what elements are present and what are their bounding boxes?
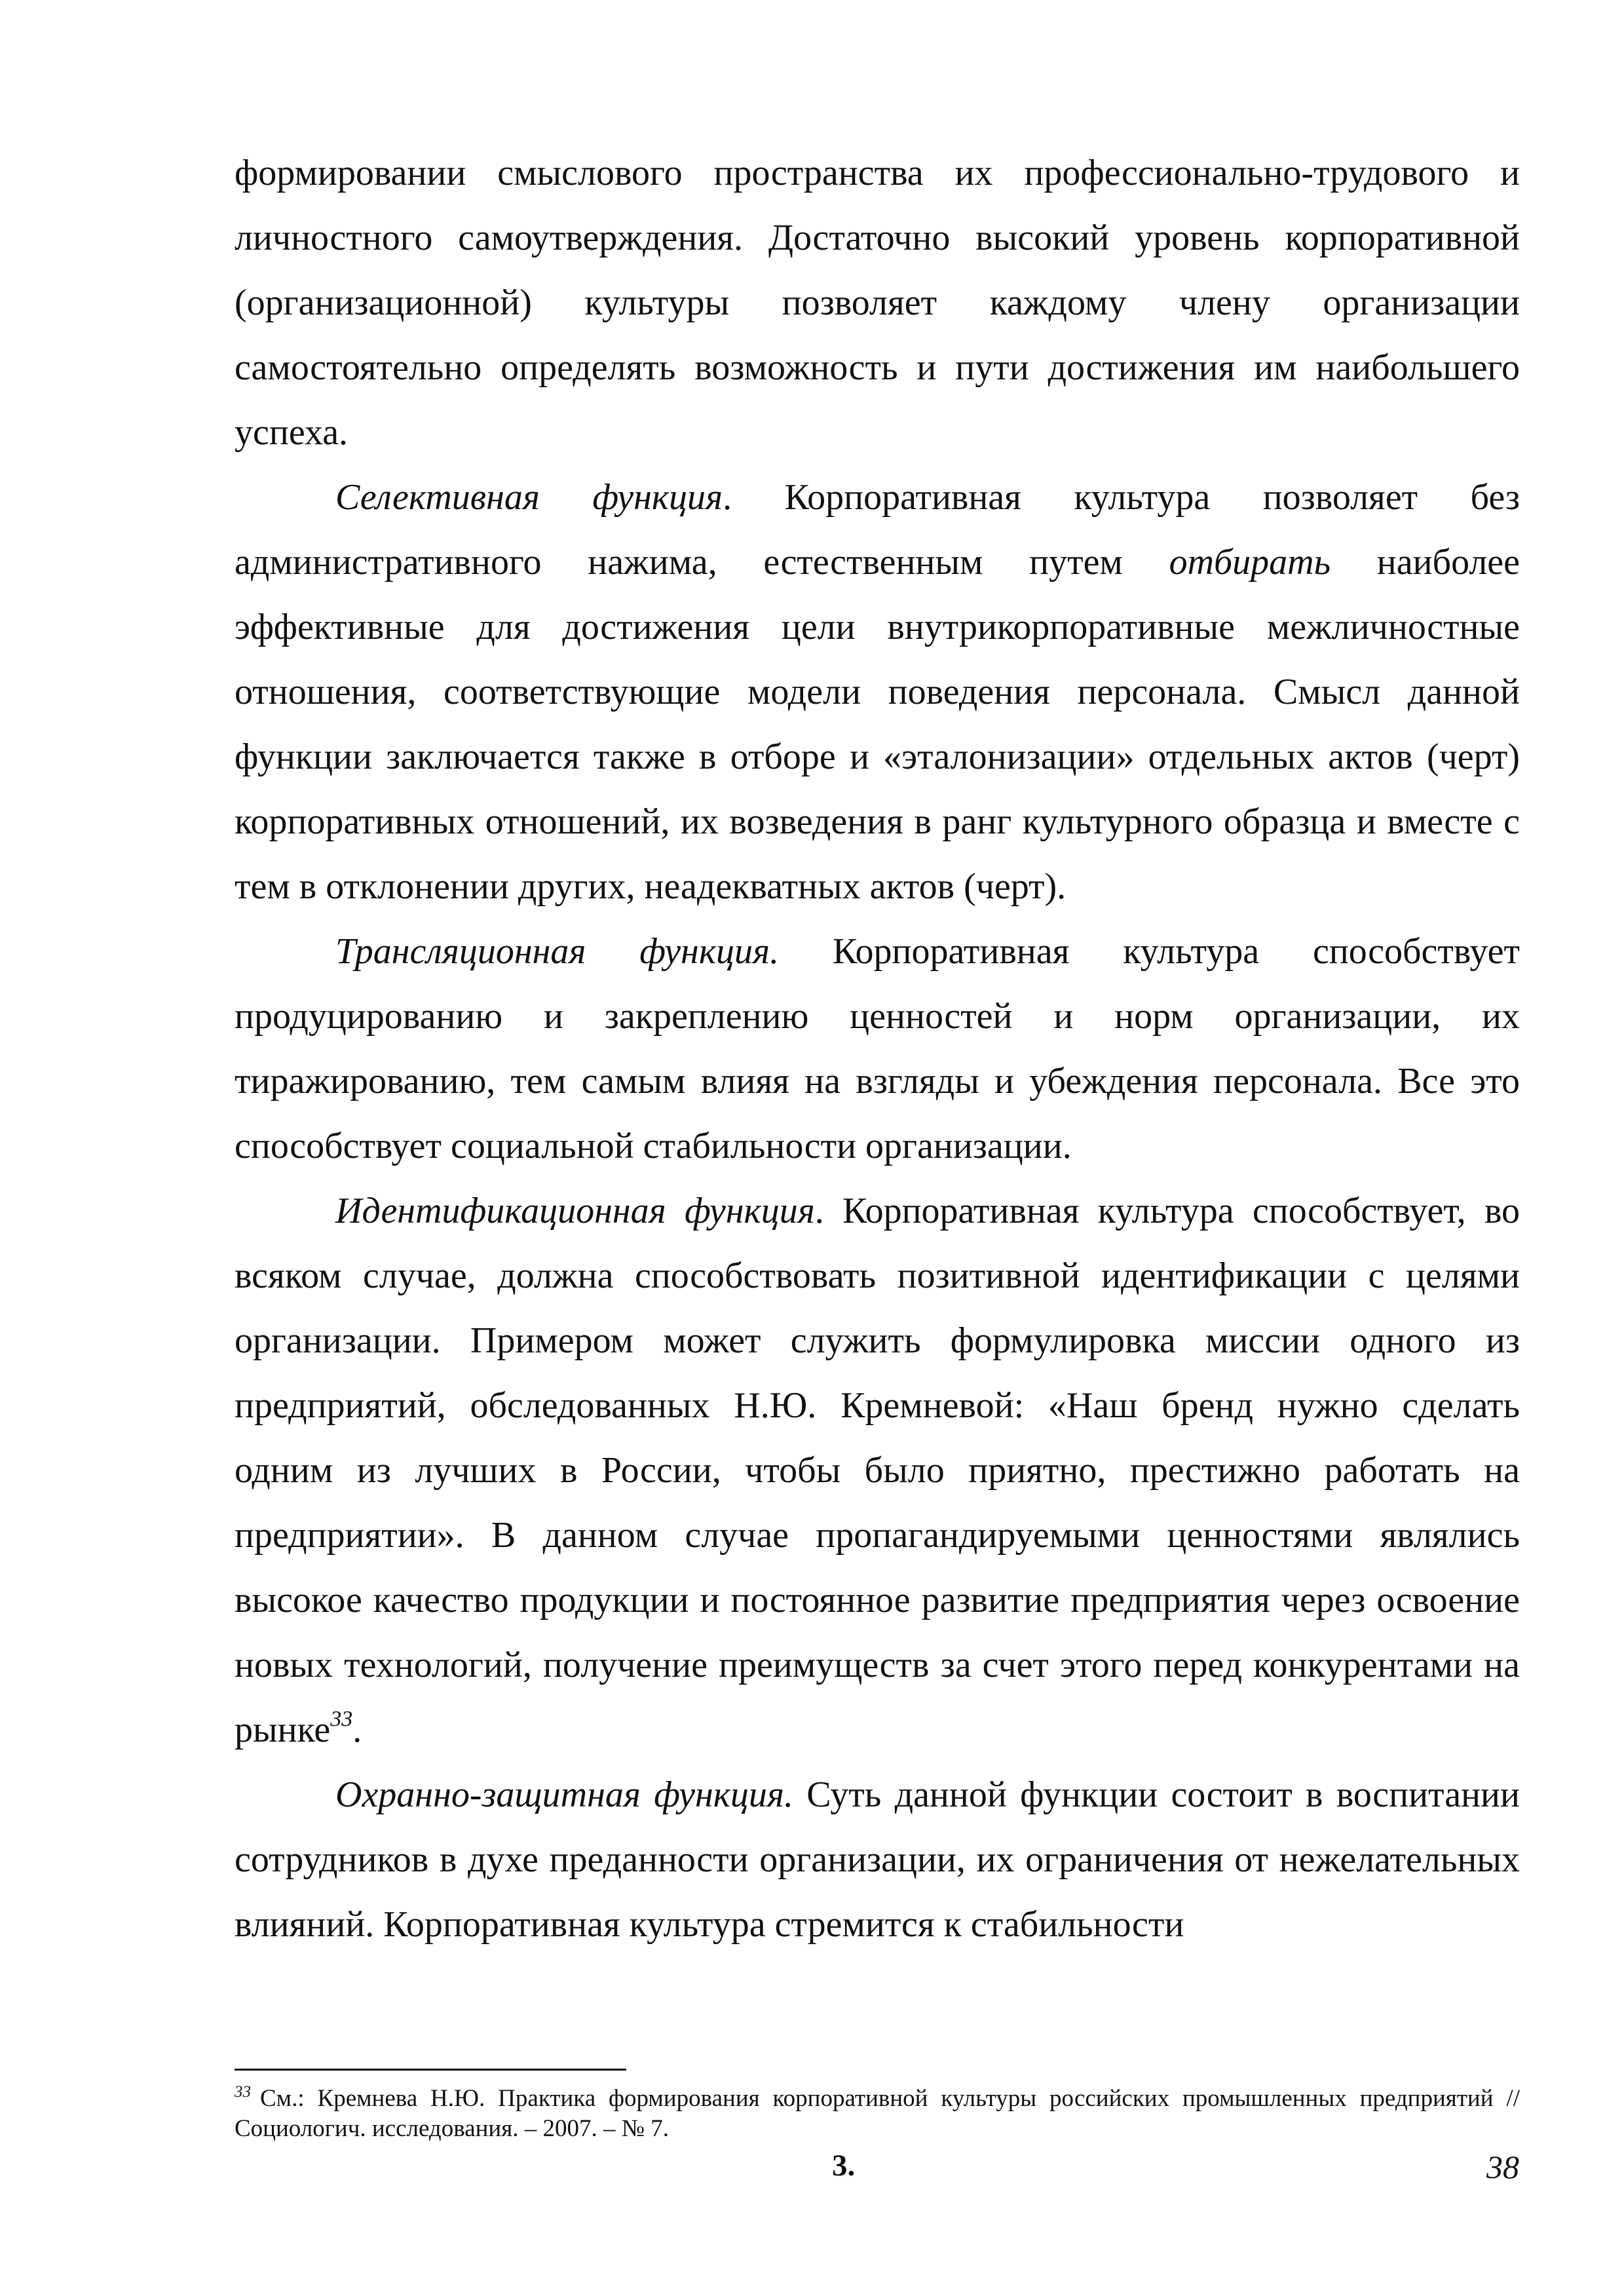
paragraph-selective-function — [235, 465, 1520, 919]
paragraph-text: . Корпоративная культура способствует, во всяком случае, должна способствовать позитивной идентификации с целями организации. Примером может служить формулировка миссии одного из предприятий, обследованных Н.Ю. Кремневой: «Наш бренд нужно сделать одним из лучших в России, чтобы было приятно, престижно работать на предприятии». В данном случае пропагандируемыми ценностями являлись высокое качество продукции и постоянное развитие предприятия через освоение новых технологий, получение преимуществ за счет этого перед конкурентами на рынке — [235, 1191, 1520, 1750]
paragraph-translation-function — [235, 919, 1520, 1179]
paragraph-identification-function — [235, 1179, 1520, 1763]
paragraph-text: . Корпоративная культура позволяет без административного нажима, естественным путем — [235, 477, 1520, 583]
paragraph-protective-function — [235, 1763, 1520, 1957]
footnote-divider — [235, 2069, 626, 2071]
body-text — [235, 141, 1520, 1957]
paragraph-continuation — [235, 141, 1520, 465]
paragraph-text: формировании смыслового пространства их профессионально-трудового и личностного самоутверждения. Достаточно высокий уровень корпоративной (организационной) культуры позволяет каждому члену организации самостоятельно определять возможность и пути достижения им наибольшего успеха. — [235, 153, 1520, 453]
function-heading: Трансляционная функция. — [335, 931, 780, 972]
function-heading: Идентификационная функция — [335, 1191, 815, 1231]
section-number: 3. — [832, 2149, 856, 2183]
paragraph-end: . — [352, 1710, 362, 1750]
footnote-text: См.: Кремнева Н.Ю. Практика формирования корпоративной культуры российских промышленных предприятий // Социологич. исследования. – 2007. – № 7. — [235, 2085, 1520, 2142]
footnote-reference[interactable]: 33 — [330, 1707, 353, 1731]
paragraph-text: наиболее эффективные для достижения цели внутрикорпоративные межличностные отношения, соответствующие модели поведения персонала. Смысл данной функции заключается также в отборе и «эталонизации» отдельных актов (черт) корпоративных отношений, их возведения в ранг культурного образца и вместе с тем в отклонении других, неадекватных актов (черт). — [235, 542, 1520, 907]
paragraph-text: Суть данной функции состоит в воспитании сотрудников в духе преданности организации, их ограничения от нежелательных влияний. Корпоративная культура стремится к стабильности — [235, 1774, 1520, 1945]
paragraph-text: Корпоративная культура способствует продуцированию и закреплению ценностей и норм организации, их тиражированию, тем самым влияя на взгляды и убеждения персонала. Все это способствует социальной стабильности организации. — [235, 931, 1520, 1166]
footnote-number: 33 — [235, 2083, 251, 2101]
function-heading: Селективная функция — [335, 477, 723, 518]
function-heading: Охранно-защитная функция. — [335, 1774, 793, 1815]
page-number: 38 — [1486, 2149, 1519, 2185]
footnote — [235, 2084, 1520, 2144]
emphasis-word: отбирать — [1169, 542, 1331, 583]
